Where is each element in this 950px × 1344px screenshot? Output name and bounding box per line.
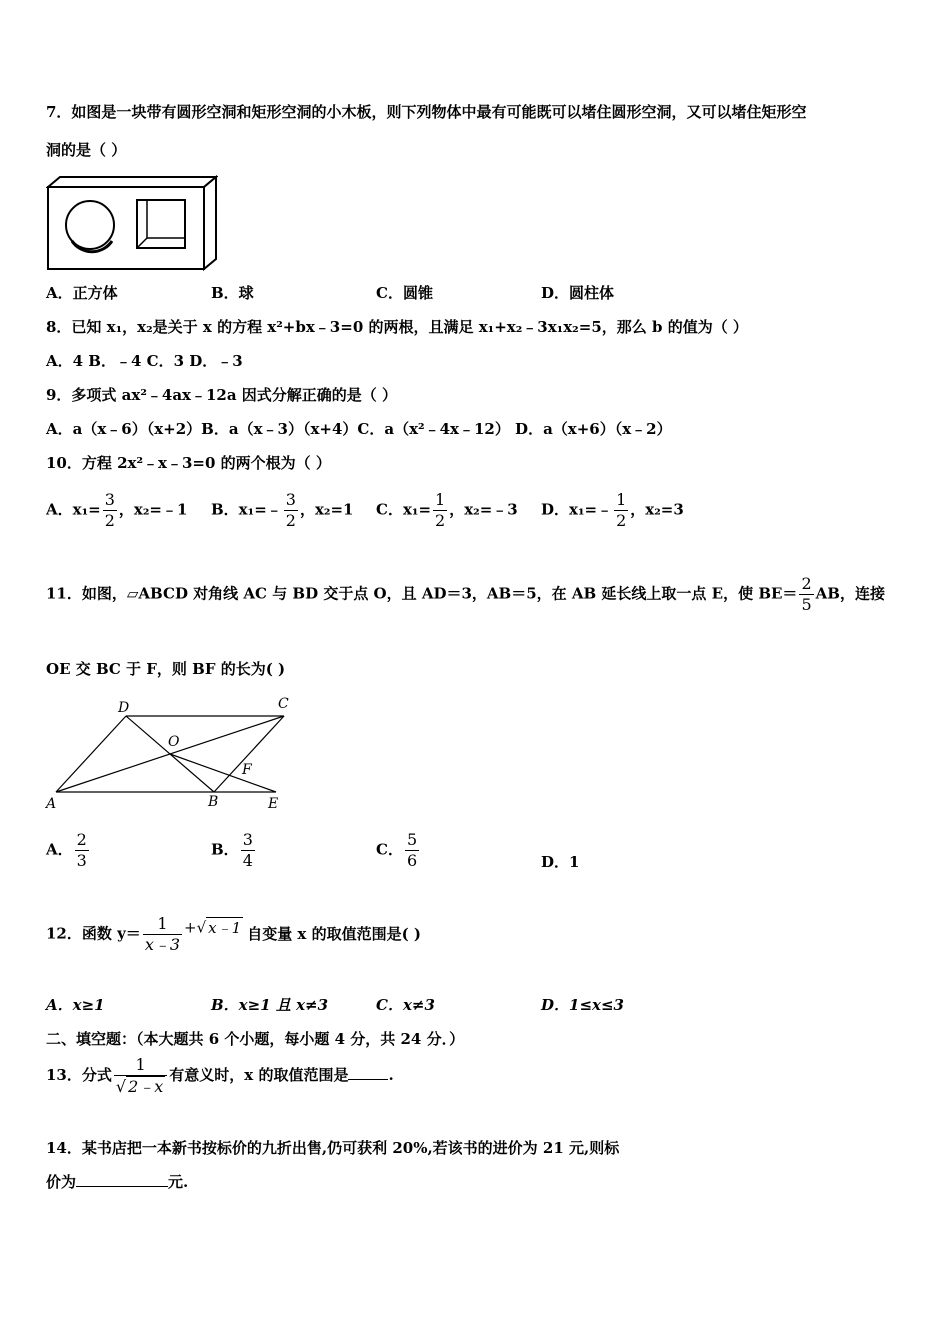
q12-frac-num: 1 bbox=[157, 914, 168, 933]
q10-option-c-label: C．x₁= bbox=[376, 500, 432, 519]
q10-option-b-fraction bbox=[284, 490, 298, 531]
q12-label: 12．函数 y＝ bbox=[46, 924, 141, 943]
q11-option-d: D．1 bbox=[541, 853, 580, 871]
q9-options: A．a（x﹣6）（x+2）B．a（x﹣3）（x+4）C．a（x²﹣4x﹣12） D．a（x+6）（x﹣2） bbox=[46, 420, 672, 438]
q10-option-a-fraction bbox=[103, 490, 117, 531]
q11-option-a-label: A． bbox=[46, 840, 73, 859]
q12-frac-den: x﹣3 bbox=[144, 935, 181, 954]
q7-board-figure bbox=[46, 175, 218, 271]
q10-option-a-num: 3 bbox=[104, 490, 115, 509]
q10-option-c bbox=[376, 490, 518, 531]
q11-text-line2: OE 交 BC 于 F，则 BF 的长为( ) bbox=[46, 660, 286, 678]
q10-option-a-den: 2 bbox=[104, 511, 115, 530]
q10-option-a bbox=[46, 490, 187, 531]
q10-option-c-den: 2 bbox=[435, 511, 446, 530]
q11-text-line1 bbox=[46, 574, 885, 615]
q13-answer-blank[interactable] bbox=[348, 1079, 388, 1080]
q13-end: . bbox=[388, 1066, 394, 1084]
q11-be-den: 5 bbox=[801, 595, 812, 614]
q7-option-d: D．圆柱体 bbox=[541, 284, 615, 302]
q12-option-a: A．x≥1 bbox=[46, 996, 105, 1014]
q11-option-b-den: 4 bbox=[242, 851, 253, 870]
q11-label-o: O bbox=[168, 734, 180, 750]
q10-option-b-rest: ，x₂=1 bbox=[299, 500, 354, 519]
q10-option-d-num: 1 bbox=[616, 490, 627, 509]
q14-answer-blank[interactable] bbox=[76, 1186, 168, 1187]
q11-option-c-label: C． bbox=[376, 840, 403, 859]
q11-label-e: E bbox=[268, 796, 279, 812]
q11-label-d: D bbox=[118, 700, 130, 716]
q11-option-c bbox=[376, 830, 421, 871]
q11-label-f: F bbox=[242, 762, 252, 778]
q8-text: 8．已知 x₁，x₂是关于 x 的方程 x²+bx﹣3=0 的两根，且满足 x₁+x₂﹣3x₁x₂=5，那么 b 的值为（ ） bbox=[46, 318, 748, 336]
q12-sqrt-sign: √ bbox=[196, 918, 207, 937]
q10-option-d-label: D．x₁=﹣ bbox=[541, 500, 613, 519]
q12-radicand: x﹣1 bbox=[208, 918, 242, 937]
q11-option-a-fraction bbox=[75, 830, 89, 871]
q7-option-b: B．球 bbox=[211, 284, 254, 302]
q14-line2-a: 价为 bbox=[46, 1173, 77, 1191]
q10-option-b-num: 3 bbox=[285, 490, 296, 509]
q10-option-d bbox=[541, 490, 684, 531]
q12-option-d: D．1≤x≤3 bbox=[541, 996, 624, 1014]
q13-frac-den bbox=[114, 1075, 167, 1097]
q13-fraction bbox=[114, 1055, 167, 1097]
q11-option-b bbox=[211, 830, 257, 871]
q11-label-b: B bbox=[208, 794, 219, 810]
q11-text-b: AB，连接 bbox=[815, 584, 885, 603]
q11-option-b-num: 3 bbox=[242, 830, 253, 849]
q10-option-a-rest: ，x₂=﹣1 bbox=[118, 500, 188, 519]
q12-rest: 自变量 x 的取值范围是( ) bbox=[247, 924, 421, 943]
q7-option-c: C．圆锥 bbox=[376, 284, 433, 302]
q14-line2 bbox=[46, 1172, 188, 1192]
q10-option-b-label: B．x₁=﹣ bbox=[211, 500, 282, 519]
q10-option-b-den: 2 bbox=[285, 511, 296, 530]
q10-option-a-label: A．x₁= bbox=[46, 500, 101, 519]
q12-fraction bbox=[143, 914, 182, 955]
q10-option-d-den: 2 bbox=[616, 511, 627, 530]
q11-be-fraction bbox=[799, 574, 813, 615]
q13-rest: 有意义时，x 的取值范围是 bbox=[169, 1066, 349, 1084]
q11-option-c-fraction bbox=[405, 830, 419, 871]
q13-text bbox=[46, 1055, 394, 1097]
section2-heading: 二、填空题：（本大题共 6 个小题，每小题 4 分，共 24 分．） bbox=[46, 1030, 465, 1048]
q11-option-a bbox=[46, 830, 91, 871]
q10-option-c-fraction bbox=[433, 490, 447, 531]
q10-option-c-rest: ，x₂=﹣3 bbox=[449, 500, 518, 519]
q14-line1: 14．某书店把一本新书按标价的九折出售,仍可获利 20%,若该书的进价为 21 元,则标 bbox=[46, 1139, 620, 1157]
q8-options: A．4 B．﹣4 C．3 D．﹣3 bbox=[46, 352, 243, 370]
q13-frac-num: 1 bbox=[135, 1055, 146, 1074]
q11-option-c-den: 6 bbox=[406, 851, 418, 870]
q7-text-line1: 7．如图是一块带有圆形空洞和矩形空洞的小木板，则下列物体中最有可能既可以堵住圆形空洞，又可以堵住矩形空 bbox=[46, 103, 807, 121]
q10-option-b bbox=[211, 490, 353, 531]
q11-be-num: 2 bbox=[801, 574, 812, 593]
q7-text-line2: 洞的是（ ） bbox=[46, 141, 127, 159]
q11-label-a: A bbox=[46, 796, 57, 812]
q9-text: 9．多项式 ax²﹣4ax﹣12a 因式分解正确的是（ ） bbox=[46, 386, 398, 404]
q11-option-b-label: B． bbox=[211, 840, 239, 859]
q11-text-a: 11．如图，▱ABCD 对角线 AC 与 BD 交于点 O，且 AD＝3，AB＝5，在 AB 延长线上取一点 E，使 BE＝ bbox=[46, 584, 798, 603]
q12-option-b: B．x≥1 且 x≠3 bbox=[211, 996, 329, 1014]
q13-radicand: 2﹣x bbox=[128, 1077, 164, 1096]
q11-option-a-num: 2 bbox=[76, 830, 87, 849]
q10-text: 10．方程 2x²﹣x﹣3=0 的两个根为（ ） bbox=[46, 454, 331, 472]
q13-sqrt-sign: √ bbox=[115, 1077, 127, 1096]
q14-line2-b: 元. bbox=[168, 1173, 189, 1191]
q12-plus: + bbox=[184, 918, 197, 937]
q11-option-b-fraction bbox=[241, 830, 255, 871]
q7-option-a: A．正方体 bbox=[46, 284, 118, 302]
q13-label: 13．分式 bbox=[46, 1066, 112, 1084]
q10-option-c-num: 1 bbox=[435, 490, 446, 509]
q12-text bbox=[46, 914, 421, 955]
q11-option-a-den: 3 bbox=[76, 851, 87, 870]
q10-option-d-fraction bbox=[614, 490, 628, 531]
q10-option-d-rest: ，x₂=3 bbox=[630, 500, 684, 519]
q11-label-c: C bbox=[278, 696, 289, 712]
q11-option-c-num: 5 bbox=[406, 830, 418, 849]
q12-option-c: C．x≠3 bbox=[376, 996, 435, 1014]
q11-parallelogram-figure bbox=[44, 694, 304, 814]
